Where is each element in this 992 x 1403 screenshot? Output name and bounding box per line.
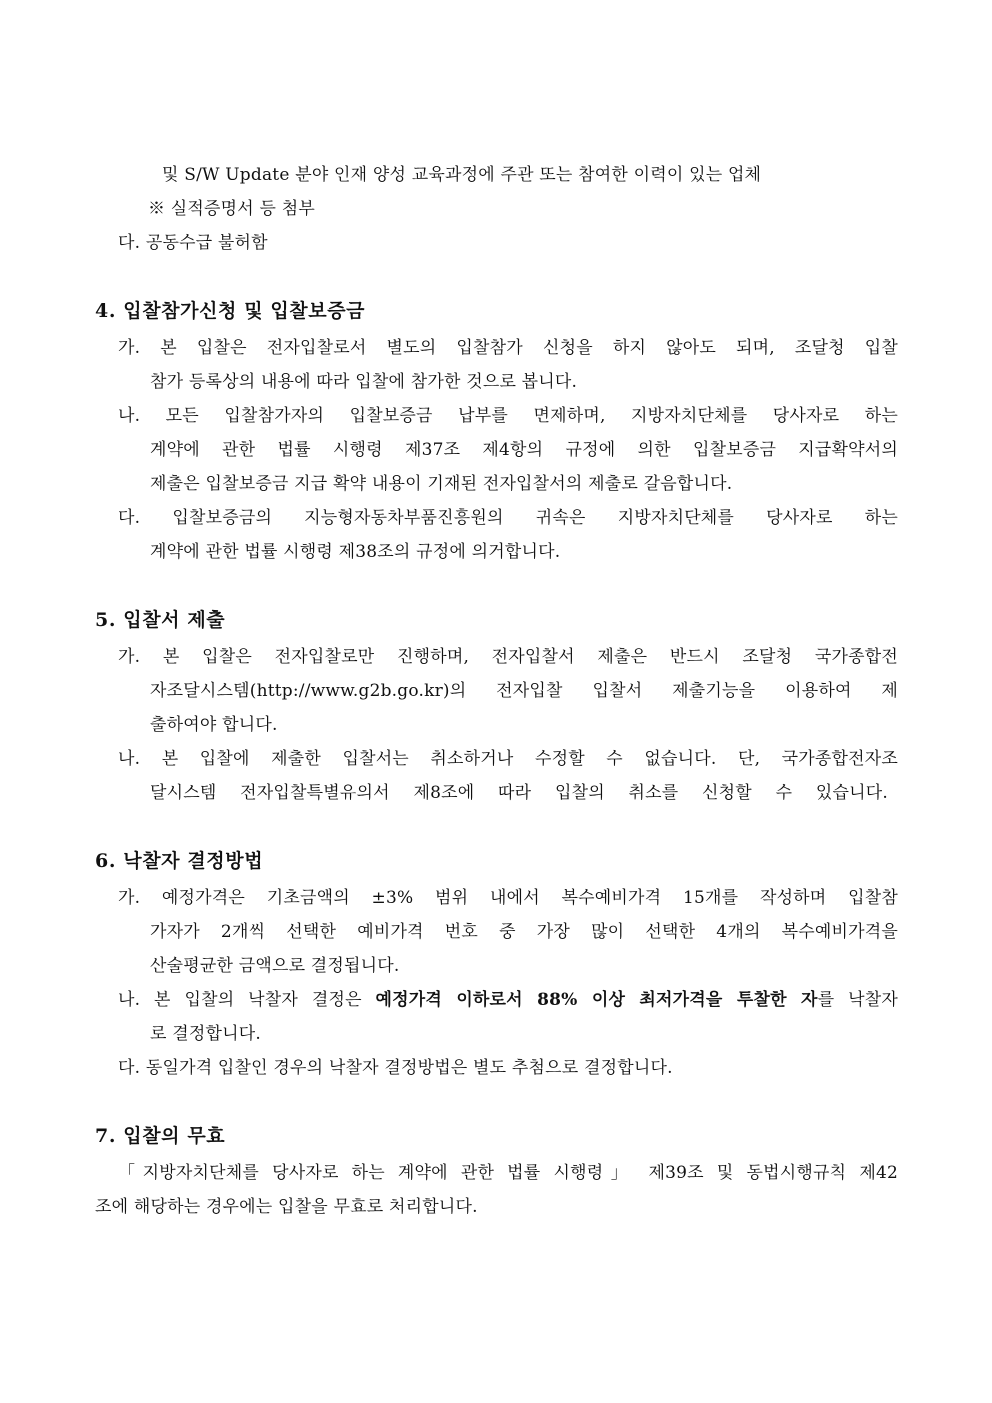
s4-na-line-3: 제출은 입찰보증금 지급 확약 내용이 기재된 전자입찰서의 제출로 갈음합니다.: [150, 474, 733, 494]
s6-na-line-2: 로 결정합니다.: [150, 1024, 261, 1044]
s5-ga-line-3: 출하여야 합니다.: [150, 715, 278, 735]
s7-body-line-1: 「지방자치단체를 당사자로 하는 계약에 관한 법률 시행령」 제39조 및 동법시행규칙 제42: [118, 1163, 898, 1183]
top-item-da: 다. 공동수급 불허함: [118, 233, 268, 253]
s4-ga-line-1: 가. 본 입찰은 전자입찰로서 별도의 입찰참가 신청을 하지 않아도 되며, 조달청 입찰: [118, 338, 898, 358]
s5-na-line-2: 달시스템 전자입찰특별유의서 제8조에 따라 입찰의 취소를 신청할 수 있습니다.: [150, 783, 888, 803]
top-note: ※ 실적증명서 등 첨부: [148, 199, 315, 219]
s4-na-line-2: 계약에 관한 법률 시행령 제37조 제4항의 규정에 의한 입찰보증금 지급확약서의: [150, 440, 898, 460]
s7-body-line-2: 조에 해당하는 경우에는 입찰을 무효로 처리합니다.: [95, 1197, 478, 1217]
section-6-heading: 6. 낙찰자 결정방법: [95, 850, 264, 872]
s6-ga-line-2: 가자가 2개씩 선택한 예비가격 번호 중 가장 많이 선택한 4개의 복수예비가격을: [150, 922, 898, 942]
s6-na-post: 를 낙찰자: [817, 990, 898, 1010]
s4-na-line-1: 나. 모든 입찰참가자의 입찰보증금 납부를 면제하며, 지방자치단체를 당사자로 하는: [118, 406, 898, 426]
s6-na-emphasis: 예정가격 이하로서 88% 이상 최저가격을 투찰한 자: [375, 990, 818, 1010]
section-5-heading: 5. 입찰서 제출: [95, 609, 226, 631]
s5-na-line-1: 나. 본 입찰에 제출한 입찰서는 취소하거나 수정할 수 없습니다. 단, 국가종합전자조: [118, 749, 898, 769]
section-7-heading: 7. 입찰의 무효: [95, 1125, 226, 1147]
s4-da-line-1: 다. 입찰보증금의 지능형자동차부품진흥원의 귀속은 지방자치단체를 당사자로 하는: [118, 508, 898, 528]
s6-da-line-1: 다. 동일가격 입찰인 경우의 낙찰자 결정방법은 별도 추첨으로 결정합니다.: [118, 1058, 673, 1078]
s6-na-pre: 나. 본 입찰의 낙찰자 결정은: [118, 990, 376, 1010]
s6-ga-line-1: 가. 예정가격은 기초금액의 ±3% 범위 내에서 복수예비가격 15개를 작성하며 입찰참: [118, 888, 898, 908]
s4-da-line-2: 계약에 관한 법률 시행령 제38조의 규정에 의거합니다.: [150, 542, 561, 562]
s6-ga-line-3: 산술평균한 금액으로 결정됩니다.: [150, 956, 400, 976]
s5-ga-line-1: 가. 본 입찰은 전자입찰로만 진행하며, 전자입찰서 제출은 반드시 조달청 국가종합전: [118, 647, 898, 667]
section-4-heading: 4. 입찰참가신청 및 입찰보증금: [95, 300, 366, 322]
s6-na-line-1: [118, 988, 898, 1012]
top-line-1: 및 S/W Update 분야 인재 양성 교육과정에 주관 또는 참여한 이력이 있는 업체: [162, 165, 762, 185]
s5-ga-line-2: 자조달시스템(http://www.g2b.go.kr)의 전자입찰 입찰서 제출기능을 이용하여 제: [150, 681, 898, 701]
s4-ga-line-2: 참가 등록상의 내용에 따라 입찰에 참가한 것으로 봅니다.: [150, 372, 578, 392]
